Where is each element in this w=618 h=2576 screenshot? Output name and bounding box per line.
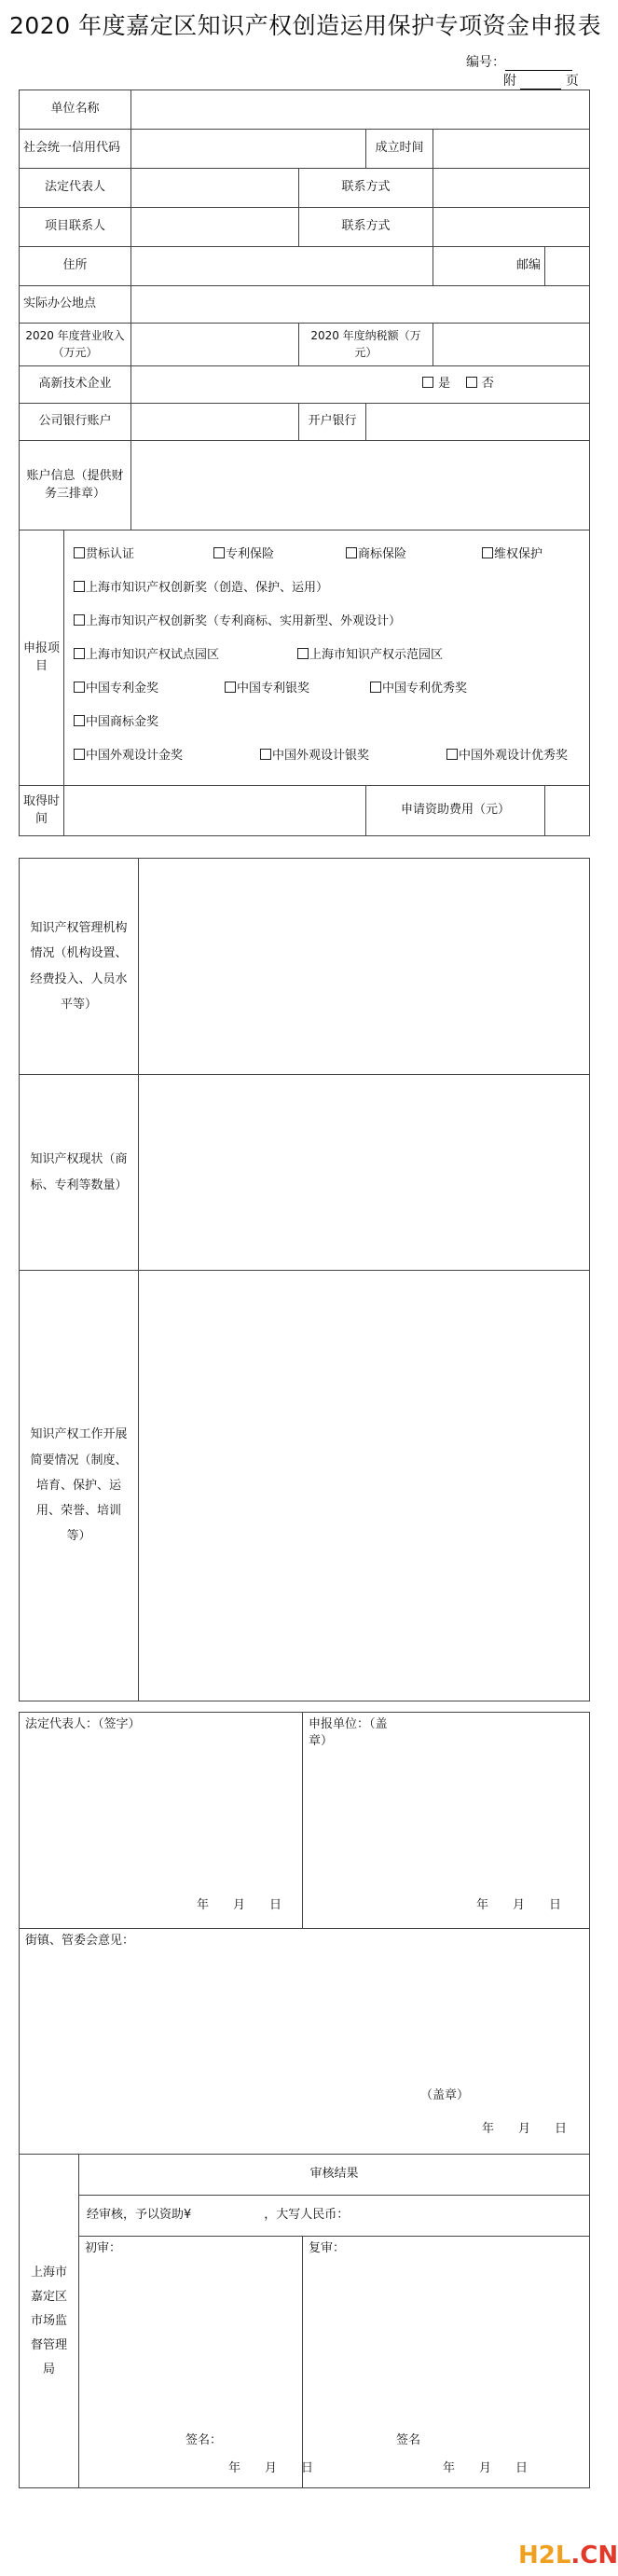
page-title: 2020 年度嘉定区知识产权创造运用保护专项资金申报表	[9, 12, 602, 39]
first-review-sign-label: 签名：	[185, 2433, 223, 2448]
credit-code-field[interactable]	[131, 130, 366, 169]
apply-option-label: 上海市知识产权创新奖（创造、保护、运用）	[86, 581, 329, 595]
contact1-field[interactable]	[433, 169, 590, 208]
checkbox-icon[interactable]	[74, 749, 85, 760]
ip-work-label: 知识产权工作开展简要情况（制度、培育、保护、运用、荣誉、培训等）	[20, 1271, 139, 1701]
bureau-label: 上海市嘉定区市场监督管理局	[20, 2155, 79, 2488]
legal-rep-field[interactable]	[131, 169, 299, 208]
basic-info-table	[19, 90, 590, 836]
apply-option-label: 上海市知识产权创新奖（专利商标、实用新型、外观设计）	[86, 614, 402, 628]
obtain-time-label: 取得时间	[20, 786, 64, 836]
hitech-label: 高新技术企业	[20, 366, 131, 404]
apply-option[interactable]	[482, 538, 542, 572]
credit-code-label: 社会统一信用代码	[20, 130, 131, 169]
ip-org-label: 知识产权管理机构情况（机构设置、经费投入、人员水平等）	[20, 859, 139, 1075]
checkbox-icon[interactable]	[260, 749, 271, 760]
apply-option[interactable]	[74, 605, 401, 639]
unit-name-label: 单位名称	[20, 90, 131, 130]
ip-situation-table	[19, 858, 590, 1701]
apply-option[interactable]	[225, 672, 309, 706]
project-contact-label: 项目联系人	[20, 208, 131, 247]
street-opinion-date: 年 月 日	[482, 2122, 568, 2137]
unit-seal-label: 申报单位：（盖章）	[309, 1717, 388, 1749]
fee-label: 申请资助费用（元）	[366, 786, 545, 836]
attachment-row	[503, 71, 579, 90]
office-address-field[interactable]	[131, 286, 590, 324]
first-review-date: 年 月 日	[228, 2461, 314, 2476]
contact2-field[interactable]	[433, 208, 590, 247]
hitech-yes-option[interactable]	[422, 377, 450, 391]
legal-sign-label: 法定代表人：（签字）	[25, 1717, 141, 1731]
first-review-label: 初审：	[85, 2241, 122, 2255]
office-address-label: 实际办公地点	[20, 286, 131, 324]
ip-status-label: 知识产权现状（商标、专利等数量）	[20, 1075, 139, 1271]
postcode-label: 邮编	[433, 247, 545, 286]
checkbox-icon[interactable]	[346, 547, 357, 558]
postcode-field[interactable]	[545, 247, 590, 286]
apply-items-label: 申报项目	[20, 530, 64, 786]
bank-field[interactable]	[366, 404, 590, 441]
contact1-label: 联系方式	[299, 169, 433, 208]
tax-field[interactable]	[433, 324, 590, 366]
serial-number-row	[466, 52, 572, 71]
review-amount-field[interactable]: 经审核，予以资助¥ ，大写人民币：	[79, 2196, 590, 2237]
account-info-label: 账户信息（提供财务三排章）	[20, 441, 131, 530]
apply-option[interactable]	[74, 672, 158, 706]
apply-option[interactable]	[74, 706, 158, 739]
apply-option-label: 商标保险	[358, 547, 407, 561]
bank-account-label: 公司银行账户	[20, 404, 131, 441]
apply-option-label: 中国外观设计银奖	[272, 749, 370, 763]
revenue-field[interactable]	[131, 324, 299, 366]
second-review-date: 年 月 日	[443, 2461, 529, 2476]
h2l-watermark-logo	[518, 2542, 618, 2569]
checkbox-icon[interactable]	[74, 581, 85, 592]
yes-label: 是	[438, 377, 451, 392]
checkbox-icon[interactable]	[446, 749, 458, 760]
apply-option[interactable]	[74, 538, 134, 572]
checkbox-icon[interactable]	[466, 377, 477, 388]
street-opinion-label: 街镇、管委会意见：	[25, 1934, 135, 1948]
apply-option[interactable]	[297, 639, 443, 672]
checkbox-icon[interactable]	[74, 614, 85, 626]
apply-option[interactable]	[74, 739, 183, 773]
apply-option[interactable]	[446, 739, 568, 773]
account-info-field[interactable]	[131, 441, 590, 530]
contact2-label: 联系方式	[299, 208, 433, 247]
apply-items-row-1	[74, 538, 580, 572]
attach-prefix: 附	[503, 74, 516, 89]
review-result-label: 审核结果	[79, 2155, 590, 2196]
apply-items-row-3	[74, 605, 580, 639]
unit-name-field[interactable]	[131, 90, 590, 130]
checkbox-icon[interactable]	[74, 682, 85, 693]
checkbox-icon[interactable]	[225, 682, 236, 693]
address-label: 住所	[20, 247, 131, 286]
checkbox-icon[interactable]	[482, 547, 493, 558]
apply-items-options	[64, 530, 590, 786]
apply-items-row-4	[74, 639, 580, 672]
apply-items-row-6	[74, 706, 580, 739]
checkbox-icon[interactable]	[422, 377, 433, 388]
apply-items-row-7	[74, 739, 580, 773]
apply-option-label: 专利保险	[226, 547, 275, 561]
obtain-time-field[interactable]	[64, 786, 366, 836]
apply-items-row-2	[74, 572, 580, 605]
checkbox-icon[interactable]	[370, 682, 381, 693]
ip-org-field[interactable]	[139, 859, 590, 1075]
unit-seal-date: 年 月 日	[476, 1898, 562, 1913]
hitech-options	[131, 366, 590, 404]
fee-field[interactable]	[545, 786, 590, 836]
serial-label: 编号：	[466, 55, 505, 70]
hitech-no-option[interactable]	[466, 377, 494, 391]
second-review-cell[interactable]	[303, 2237, 590, 2488]
first-review-cell[interactable]	[79, 2237, 314, 2488]
apply-option-label: 中国专利银奖	[237, 682, 310, 696]
revenue-label: 2020 年度营业收入（万元）	[20, 324, 131, 366]
street-opinion-cell[interactable]	[20, 1929, 590, 2155]
apply-option-label: 上海市知识产权示范园区	[309, 648, 444, 662]
apply-option[interactable]	[346, 538, 406, 572]
second-review-label: 复审：	[309, 2241, 346, 2255]
no-label: 否	[481, 377, 494, 392]
address-field[interactable]	[131, 247, 433, 286]
apply-option[interactable]	[260, 739, 369, 773]
tax-label: 2020 年度纳税额（万元）	[299, 324, 433, 366]
legal-sign-cell[interactable]	[20, 1713, 303, 1929]
approval-table	[19, 1712, 590, 2488]
ip-status-field[interactable]	[139, 1075, 590, 1271]
apply-option-label: 上海市知识产权试点园区	[86, 648, 220, 662]
checkbox-icon[interactable]	[74, 648, 85, 659]
unit-seal-cell[interactable]	[303, 1713, 590, 1929]
apply-option-label: 中国外观设计金奖	[86, 749, 184, 763]
legal-sign-date: 年 月 日	[197, 1898, 282, 1913]
checkbox-icon[interactable]	[74, 547, 85, 558]
attach-suffix: 页	[565, 74, 579, 89]
established-label: 成立时间	[366, 130, 433, 169]
ip-work-field[interactable]	[139, 1271, 590, 1701]
second-review-sign-label: 签名	[396, 2433, 421, 2448]
established-field[interactable]	[433, 130, 590, 169]
apply-option-label: 中国外观设计优秀奖	[459, 749, 569, 763]
apply-option[interactable]	[213, 538, 274, 572]
apply-option[interactable]	[370, 672, 467, 706]
apply-option-label: 中国商标金奖	[86, 715, 159, 729]
apply-option-label: 中国专利金奖	[86, 682, 159, 696]
checkbox-icon[interactable]	[74, 715, 85, 726]
apply-option[interactable]	[74, 572, 328, 605]
watermark-part2: .CN	[570, 2542, 618, 2569]
apply-option[interactable]	[74, 639, 219, 672]
checkbox-icon[interactable]	[297, 648, 309, 659]
bank-label: 开户银行	[299, 404, 366, 441]
project-contact-field[interactable]	[131, 208, 299, 247]
watermark-part1: H2L	[518, 2542, 571, 2569]
checkbox-icon[interactable]	[213, 547, 225, 558]
bank-account-field[interactable]	[131, 404, 299, 441]
street-seal-label: （盖章）	[420, 2088, 470, 2102]
apply-option-label: 贯标认证	[86, 547, 135, 561]
apply-option-label: 中国专利优秀奖	[382, 682, 468, 696]
apply-option-label: 维权保护	[494, 547, 543, 561]
legal-rep-label: 法定代表人	[20, 169, 131, 208]
apply-items-row-5	[74, 672, 580, 706]
